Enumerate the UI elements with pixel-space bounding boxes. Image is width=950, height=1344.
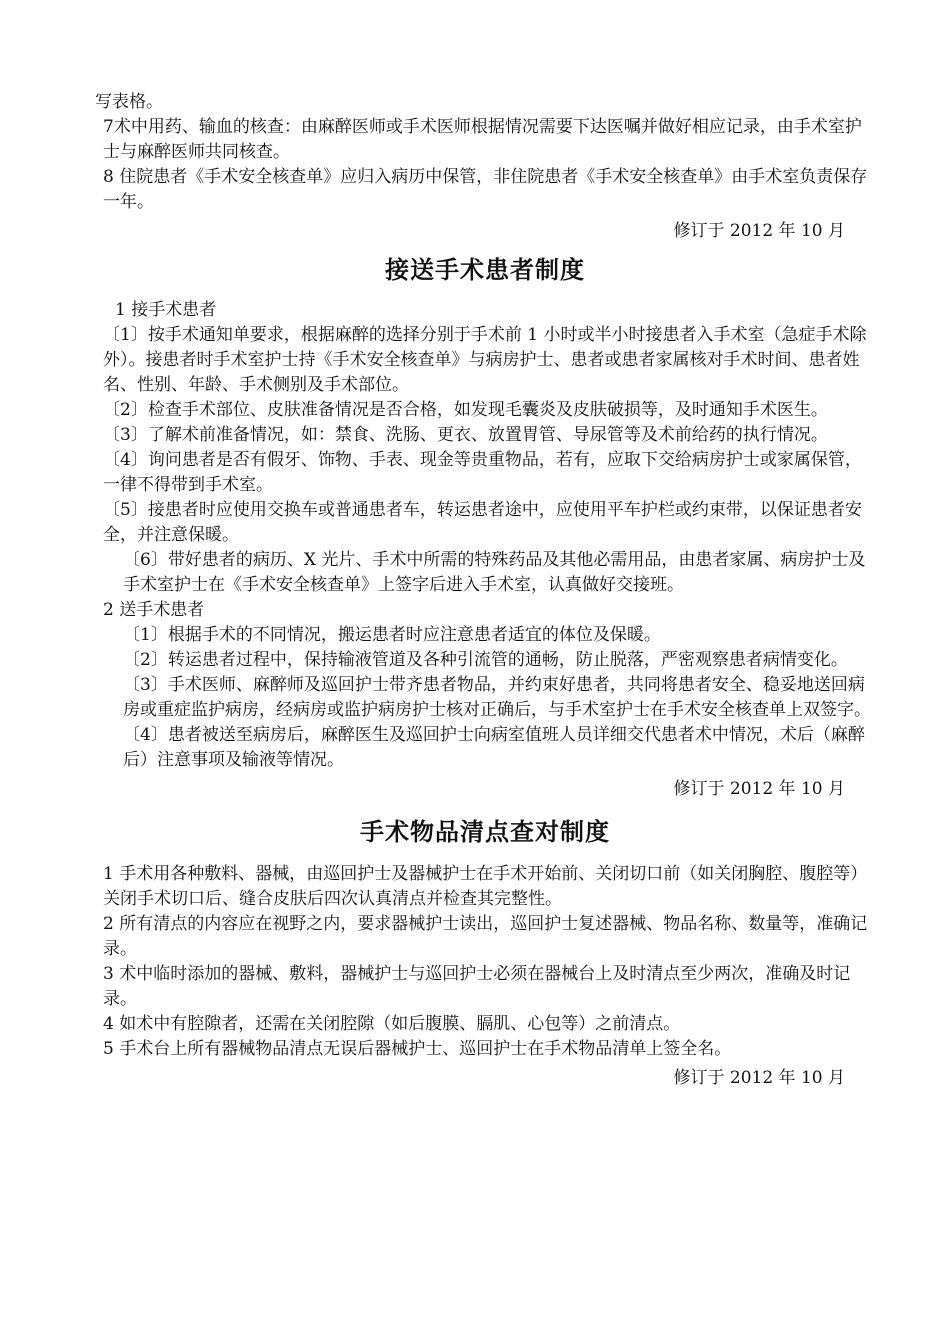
revision-note: 修订于 2012 年 10 月 xyxy=(673,1068,845,1088)
subheading-receive: 1 接手术患者 xyxy=(115,300,217,320)
subheading-send: 2 送手术患者 xyxy=(103,600,205,620)
revision-note: 修订于 2012 年 10 月 xyxy=(673,779,845,799)
list-item: 5 手术台上所有器械物品清点无误后器械护士、巡回护士在手术物品清单上签全名。 xyxy=(103,1039,732,1059)
paragraph-continuation: 写表格。 xyxy=(95,92,163,112)
list-item: 〔2〕检查手术部位、皮肤准备情况是否合格，如发现毛囊炎及皮肤破损等，及时通知手术医生。 xyxy=(103,400,828,420)
list-item: 2 所有清点的内容应在视野之内，要求器械护士读出，巡回护士复述器械、物品名称、数量等，准确记录。 xyxy=(103,914,868,959)
list-item: 〔4〕询问患者是否有假牙、饰物、手表、现金等贵重物品，若有，应取下交给病房护士或家属保管，一律不得带到手术室。 xyxy=(103,450,862,495)
revision-note: 修订于 2012 年 10 月 xyxy=(673,221,845,241)
list-item: 〔3〕了解术前准备情况，如：禁食、洗肠、更衣、放置胃管、导尿管等及术前给药的执行情况。 xyxy=(103,425,828,445)
list-item: 〔4〕患者被送至病房后，麻醉医生及巡回护士向病室值班人员详细交代患者术中情况，术后（麻醉后）注意事项及输液等情况。 xyxy=(123,725,865,770)
list-item: 1 手术用各种敷料、器械，由巡回护士及器械护士在手术开始前、关闭切口前（如关闭胸腔、腹腔等）关闭手术切口后、缝合皮肤后四次认真清点并检查其完整性。 xyxy=(103,864,868,909)
list-item: 〔5〕接患者时应使用交换车或普通患者车，转运患者途中，应使用平车护栏或约束带，以保证患者安全，并注意保暖。 xyxy=(103,500,862,545)
list-item: 〔1〕按手术通知单要求，根据麻醉的选择分别于手术前 1 小时或半小时接患者入手术室（急症手术除外）。接患者时手术室护士持《手术安全核查单》与病房护士、患者或患者家属核对手术时间、患者姓名、性别、年龄、手术侧别及手术部位。 xyxy=(103,325,867,395)
section-title-transfer: 接送手术患者制度 xyxy=(385,255,585,284)
paragraph-item-7: 7术中用药、输血的核查：由麻醉医师或手术医师根据情况需要下达医嘱并做好相应记录，由手术室护士与麻醉医师共同核查。 xyxy=(103,117,862,162)
paragraph-item-8: 8 住院患者《手术安全核查单》应归入病历中保管，非住院患者《手术安全核查单》由手术室负责保存一年。 xyxy=(103,167,868,212)
list-item: 〔6〕带好患者的病历、X 光片、手术中所需的特殊药品及其他必需用品，由患者家属、病房护士及手术室护士在《手术安全核查单》上签字后进入手术室，认真做好交接班。 xyxy=(123,550,866,595)
list-item: 〔1〕根据手术的不同情况，搬运患者时应注意患者适宜的体位及保暖。 xyxy=(123,625,661,645)
section-title-count: 手术物品清点查对制度 xyxy=(360,817,610,846)
list-item: 3 术中临时添加的器械、敷料，器械护士与巡回护士必须在器械台上及时清点至少两次，准确及时记录。 xyxy=(103,964,851,1009)
list-item: 4 如术中有腔隙者，还需在关闭腔隙（如后腹膜、膈肌、心包等）之前清点。 xyxy=(103,1014,681,1034)
document-page xyxy=(95,90,875,1091)
list-item: 〔2〕转运患者过程中，保持输液管道及各种引流管的通畅，防止脱落，严密观察患者病情变化。 xyxy=(123,650,848,670)
list-item: 〔3〕手术医师、麻醉师及巡回护士带齐患者物品，并约束好患者，共同将患者安全、稳妥地送回病房或重症监护病房，经病房或监护病房护士核对正确后，与手术室护士在手术安全核查单上双签字。 xyxy=(123,675,871,720)
